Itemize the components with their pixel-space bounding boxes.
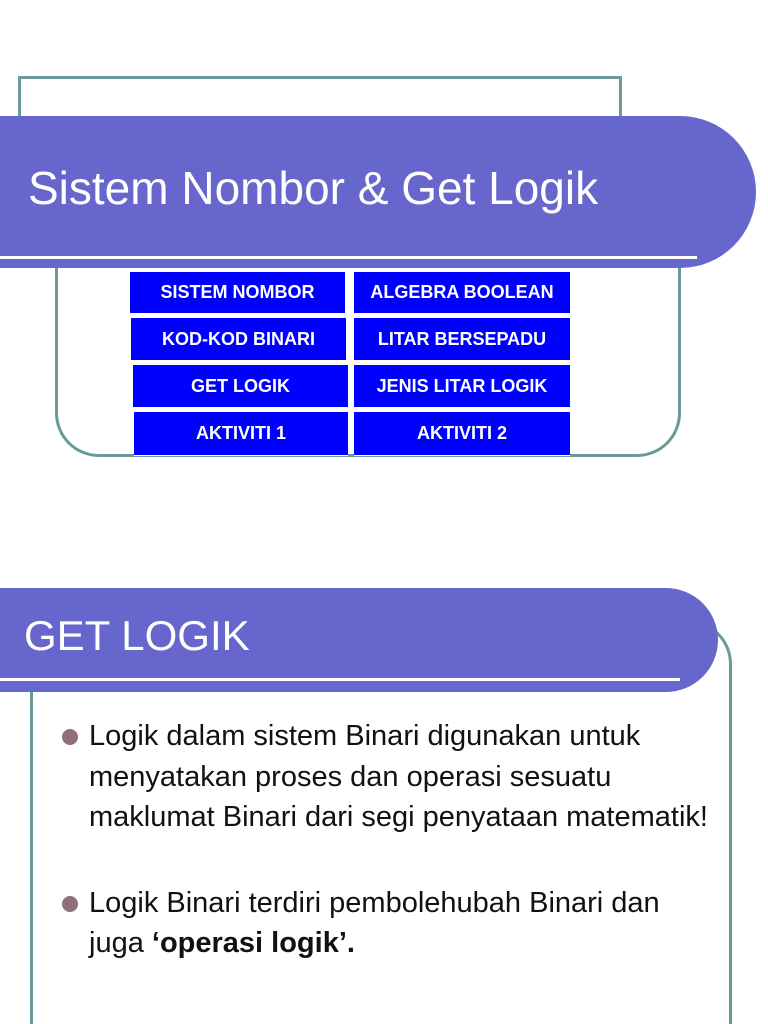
nav-button-kod-kod-binari[interactable]: KOD-KOD BINARI	[131, 318, 346, 361]
slide1-title: Sistem Nombor & Get Logik	[28, 162, 599, 214]
nav-button-aktiviti-1[interactable]: AKTIVITI 1	[134, 412, 348, 456]
bullet-list	[62, 716, 712, 964]
bullet-dot-icon	[62, 896, 78, 912]
slide2-title-rule	[0, 678, 680, 681]
bullet-item	[62, 716, 712, 838]
bullet-item	[62, 883, 712, 964]
bullet-text: Logik dalam sistem Binari digunakan untuk menyatakan proses dan operasi sesuatu maklumat Binari dari segi penyataan matematik!	[89, 720, 708, 833]
bullet-text-bold: ‘operasi logik’.	[151, 927, 355, 959]
bullet-dot-icon	[62, 729, 78, 745]
slide1-title-rule	[0, 256, 697, 259]
slide2-title: GET LOGIK	[24, 612, 250, 659]
bullet-text: Logik Binari terdiri pembolehubah Binari dan juga	[89, 886, 660, 959]
nav-button-algebra-boolean[interactable]: ALGEBRA BOOLEAN	[354, 272, 570, 314]
nav-button-get-logik[interactable]: GET LOGIK	[133, 365, 348, 408]
nav-button-sistem-nombor[interactable]: SISTEM NOMBOR	[130, 272, 345, 314]
nav-button-jenis-litar-logik[interactable]: JENIS LITAR LOGIK	[354, 365, 570, 408]
nav-button-aktiviti-2[interactable]: AKTIVITI 2	[354, 412, 570, 456]
nav-button-litar-bersepadu[interactable]: LITAR BERSEPADU	[354, 318, 570, 361]
